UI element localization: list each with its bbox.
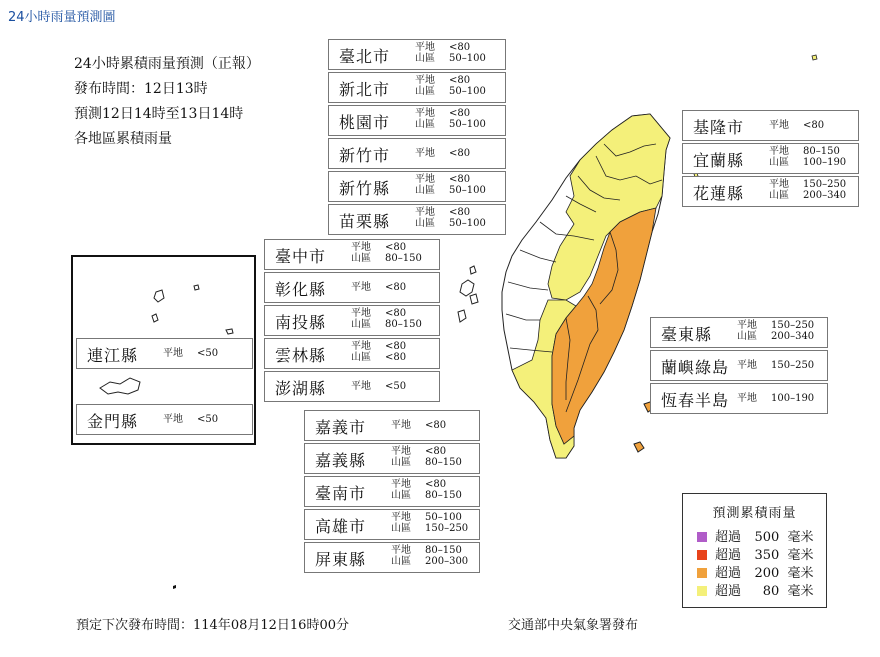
plain-value: 50–100	[425, 512, 462, 523]
plain-value: <50	[197, 414, 219, 425]
region-box-hengchun	[650, 383, 828, 414]
region-name: 澎湖縣	[275, 379, 327, 398]
region-name: 恆春半島	[661, 391, 730, 410]
region-box-taoyuan	[328, 105, 506, 136]
mountain-label: 山區	[351, 253, 371, 264]
region-name: 臺中市	[275, 247, 327, 266]
next-issue-time: 預定下次發布時間：114年08月12日16時00分	[76, 618, 349, 633]
plain-value: 100–190	[771, 393, 815, 404]
plain-value: 150–250	[771, 320, 815, 331]
plain-value: <80	[425, 420, 447, 431]
mountain-value: 50–100	[449, 218, 486, 229]
plain-label: 平地	[415, 207, 435, 218]
region-box-chiayi-county	[304, 443, 480, 474]
plain-label: 平地	[163, 414, 183, 425]
region-box-new-taipei	[328, 72, 506, 103]
region-name: 屏東縣	[315, 550, 367, 569]
mountain-label: 山區	[415, 86, 435, 97]
plain-label: 平地	[769, 120, 789, 131]
plain-value: <80	[803, 120, 825, 131]
region-box-tainan	[304, 476, 480, 507]
region-name: 花蓮縣	[693, 184, 745, 203]
plain-value: 80–150	[803, 146, 840, 157]
legend-item-350	[697, 544, 814, 563]
region-box-lienchiang	[76, 338, 253, 369]
plain-label: 平地	[737, 360, 757, 371]
region-box-yilan	[682, 143, 859, 174]
plain-label: 平地	[415, 75, 435, 86]
plain-value: <80	[449, 148, 471, 159]
mountain-value: 200–340	[803, 190, 847, 201]
plain-value: <80	[449, 207, 471, 218]
region-name: 桃園市	[339, 113, 391, 132]
legend-value: 350	[754, 548, 780, 563]
region-name: 臺東縣	[661, 325, 713, 344]
plain-label: 平地	[391, 420, 411, 431]
mountain-label: 山區	[415, 119, 435, 130]
plain-label: 平地	[391, 545, 411, 556]
region-name: 基隆市	[693, 118, 745, 137]
plain-value: <80	[385, 341, 407, 352]
region-values	[769, 146, 846, 168]
plain-value: <80	[385, 242, 407, 253]
legend-title: 預測累積雨量	[712, 506, 797, 521]
region-name: 南投縣	[275, 313, 327, 332]
region-name: 嘉義縣	[315, 451, 367, 470]
mountain-label: 山區	[415, 218, 435, 229]
mountain-value: 80–150	[425, 490, 462, 501]
region-name: 臺南市	[315, 484, 367, 503]
region-values	[737, 360, 814, 371]
plain-label: 平地	[415, 174, 435, 185]
plain-value: <50	[197, 348, 219, 359]
plain-label: 平地	[737, 320, 757, 331]
region-values	[391, 446, 462, 468]
legend-unit: 毫米	[787, 566, 814, 581]
region-values	[351, 381, 406, 392]
region-values	[351, 341, 406, 363]
plain-label: 平地	[351, 282, 371, 293]
region-box-chiayi-city	[304, 410, 480, 441]
legend-label: 超過	[715, 566, 742, 581]
mountain-label: 山區	[391, 457, 411, 468]
region-values	[737, 393, 814, 404]
plain-label: 平地	[391, 446, 411, 457]
region-values	[415, 108, 486, 130]
region-values	[415, 174, 486, 196]
plain-label: 平地	[351, 242, 371, 253]
legend-label: 超過	[715, 584, 742, 599]
region-box-changhua	[264, 272, 440, 303]
legend-item-200	[697, 562, 814, 581]
plain-label: 平地	[769, 179, 789, 190]
legend-unit: 毫米	[787, 584, 814, 599]
legend-swatch	[697, 586, 707, 596]
region-box-kinmen	[76, 404, 253, 435]
mountain-value: <80	[385, 352, 407, 363]
plain-label: 平地	[737, 393, 757, 404]
legend-item-80	[697, 580, 814, 599]
mountain-label: 山區	[351, 319, 371, 330]
region-values	[737, 320, 814, 342]
region-values	[163, 348, 218, 359]
mountain-label: 山區	[415, 53, 435, 64]
plain-value: <80	[385, 282, 407, 293]
plain-label: 平地	[769, 146, 789, 157]
plain-label: 平地	[391, 512, 411, 523]
mountain-value: 50–100	[449, 185, 486, 196]
plain-label: 平地	[351, 341, 371, 352]
region-values	[391, 479, 462, 501]
region-name: 苗栗縣	[339, 212, 391, 231]
mountain-label: 山區	[391, 490, 411, 501]
green-island	[634, 442, 644, 452]
legend-value: 500	[754, 530, 780, 545]
legend-item-500	[697, 526, 814, 545]
issue-time: 發布時間：12日13時	[74, 81, 208, 97]
legend-label: 超過	[715, 548, 742, 563]
mountain-value: 200–300	[425, 556, 469, 567]
region-values	[391, 512, 468, 534]
mountain-value: 50–100	[449, 119, 486, 130]
legend-label: 超過	[715, 530, 742, 545]
region-box-lanyu-green-island	[650, 350, 828, 381]
plain-value: <80	[425, 446, 447, 457]
region-name: 新竹市	[339, 146, 391, 165]
region-values	[391, 545, 468, 567]
forecast-title: 24小時累積雨量預測（正報）	[74, 56, 260, 72]
mountain-value: 100–190	[803, 157, 847, 168]
plain-value: <80	[449, 75, 471, 86]
region-values	[351, 242, 422, 264]
region-box-taichung	[264, 239, 440, 270]
region-name: 金門縣	[87, 412, 139, 431]
forecast-period: 預測12日14時至13日14時	[74, 106, 244, 122]
mountain-value: 80–150	[385, 319, 422, 330]
region-name: 新竹縣	[339, 179, 391, 198]
plain-label: 平地	[351, 308, 371, 319]
plain-value: <80	[385, 308, 407, 319]
region-name: 雲林縣	[275, 346, 327, 365]
region-box-yunlin	[264, 338, 440, 369]
legend-swatch	[697, 568, 707, 578]
region-values	[351, 308, 422, 330]
page-title: 24小時雨量預測圖	[8, 10, 116, 25]
region-rainfall-caption: 各地區累積雨量	[74, 131, 172, 147]
plain-value: <80	[449, 42, 471, 53]
plain-value: 150–250	[803, 179, 847, 190]
plain-label: 平地	[415, 108, 435, 119]
plain-value: 150–250	[771, 360, 815, 371]
region-values	[769, 120, 824, 131]
plain-label: 平地	[415, 42, 435, 53]
region-values	[351, 282, 406, 293]
region-values	[769, 179, 846, 201]
region-box-kaohsiung	[304, 509, 480, 540]
plain-value: <50	[385, 381, 407, 392]
legend-value: 200	[754, 566, 780, 581]
mountain-label: 山區	[769, 190, 789, 201]
plain-label: 平地	[351, 381, 371, 392]
mountain-label: 山區	[415, 185, 435, 196]
pengjia-islet	[812, 55, 817, 60]
plain-value: <80	[425, 479, 447, 490]
region-values	[415, 207, 486, 229]
penghu-islands	[458, 266, 478, 322]
mountain-value: 80–150	[425, 457, 462, 468]
publisher: 交通部中央氣象署發布	[508, 618, 639, 633]
mountain-label: 山區	[351, 352, 371, 363]
region-box-miaoli	[328, 204, 506, 235]
region-box-pingtung	[304, 542, 480, 573]
plain-value: <80	[449, 108, 471, 119]
mountain-value: 80–150	[385, 253, 422, 264]
mountain-label: 山區	[769, 157, 789, 168]
region-values	[415, 42, 486, 64]
legend-unit: 毫米	[787, 530, 814, 545]
mountain-value: 200–340	[771, 331, 815, 342]
region-box-hsinchu-city	[328, 138, 506, 169]
region-name: 高雄市	[315, 517, 367, 536]
legend-unit: 毫米	[787, 548, 814, 563]
region-name: 彰化縣	[275, 280, 327, 299]
plain-value: 80–150	[425, 545, 462, 556]
region-name: 蘭嶼綠島	[661, 358, 730, 377]
plain-label: 平地	[163, 348, 183, 359]
mountain-label: 山區	[391, 556, 411, 567]
region-name: 新北市	[339, 80, 391, 99]
mountain-value: 50–100	[449, 86, 486, 97]
region-name: 連江縣	[87, 346, 139, 365]
region-name: 宜蘭縣	[693, 151, 745, 170]
rainfall-legend	[682, 493, 827, 608]
region-values	[415, 148, 470, 159]
mountain-value: 150–250	[425, 523, 469, 534]
region-values	[415, 75, 486, 97]
region-box-penghu	[264, 371, 440, 402]
region-name: 嘉義市	[315, 418, 367, 437]
small-dot	[173, 585, 176, 589]
region-box-hsinchu-county	[328, 171, 506, 202]
region-values	[391, 420, 446, 431]
region-box-taipei-city	[328, 39, 506, 70]
plain-label: 平地	[415, 148, 435, 159]
plain-label: 平地	[391, 479, 411, 490]
region-box-taitung	[650, 317, 828, 348]
region-values	[163, 414, 218, 425]
legend-swatch	[697, 532, 707, 542]
mountain-value: 50–100	[449, 53, 486, 64]
region-box-hualien	[682, 176, 859, 207]
plain-value: <80	[449, 174, 471, 185]
region-box-keelung	[682, 110, 859, 141]
region-name: 臺北市	[339, 47, 391, 66]
legend-swatch	[697, 550, 707, 560]
legend-value: 80	[762, 584, 780, 599]
mountain-label: 山區	[391, 523, 411, 534]
region-box-nantou	[264, 305, 440, 336]
mountain-label: 山區	[737, 331, 757, 342]
